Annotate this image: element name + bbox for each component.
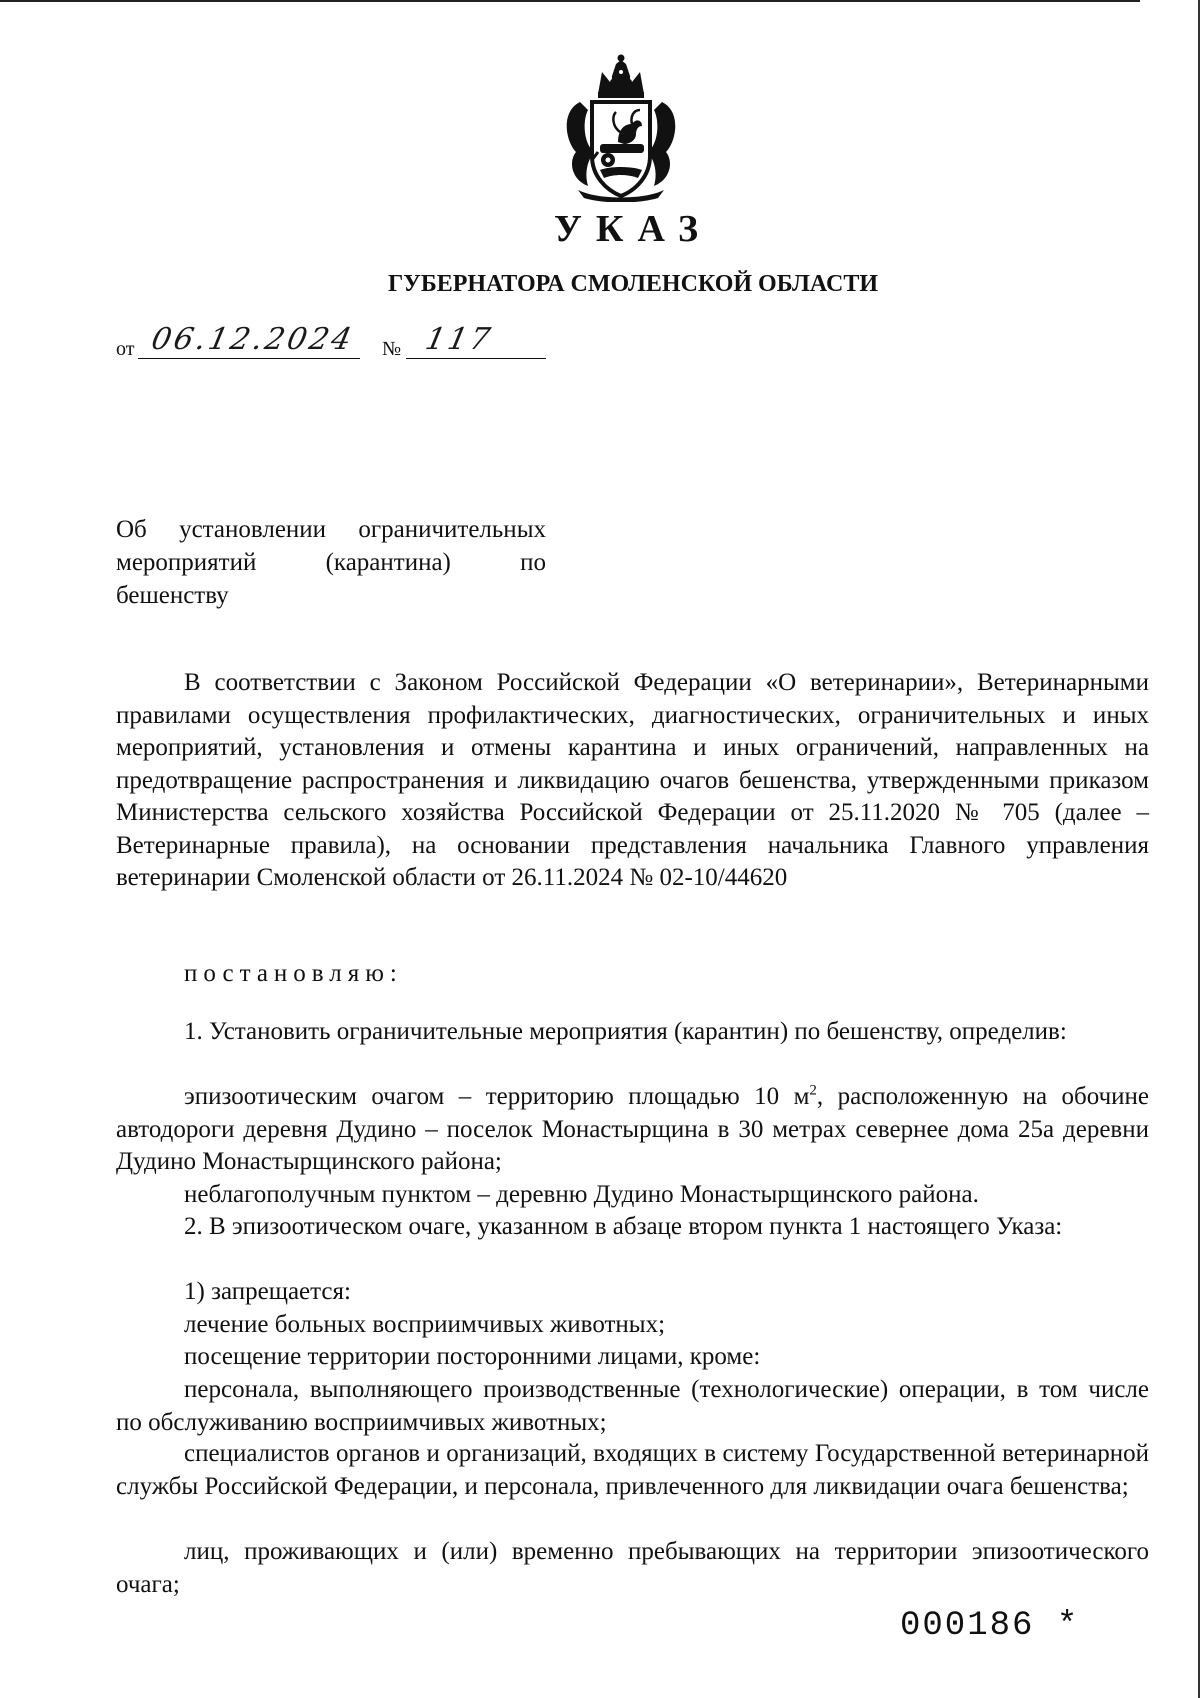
date-prefix: от: [116, 338, 135, 360]
exception-vet-service: специалистов органов и организаций, входящих в систему Государственной ветеринарной службы Российской Федерации, и персонала, привлеченного для ликвидации очага бешенства;: [116, 1440, 1149, 1500]
page-code: 000186 *: [900, 1607, 1080, 1645]
subject-line-3: бешенству: [116, 582, 229, 609]
number-prefix: №: [382, 338, 402, 360]
number-underline: [406, 358, 546, 359]
decree-subject: [116, 513, 546, 612]
subject-line-2: мероприятий (карантина) по: [116, 549, 546, 576]
clause-1: 1. Установить ограничительные мероприятия (карантин) по бешенству, определив:: [184, 1018, 1067, 1045]
clause-2-sub-1: 1) запрещается:: [184, 1278, 351, 1305]
preamble-paragraph: В соответствии с Законом Российской Федерации «О ветеринарии», Ветеринарными правилами осуществления профилактических, диагностических, ограничительных и иных мероприятий, установления и отмены карантина и иных ограничений, направленных на предотвращение распространения и ликвидацию очагов бешенства, утвержденными приказом Министерства сельского хозяйства Российской Федерации от 25.11.2020 № 705 (далее – Ветеринарные правила), на основании представления начальника Главного управления ветеринарии Смоленской области от 26.11.2024 № 02-10/44620: [116, 669, 1149, 891]
clause-1-focus-text-b: , расположенную на обочине автодороги деревня Дудино – поселок Монастырщина в 30 метрах севернее дома 25а деревни Дудино Монастырщинского района;: [116, 1083, 1150, 1175]
decree-title: УКАЗ: [554, 208, 712, 250]
date-number-line: [116, 322, 556, 362]
date-underline: [138, 358, 360, 359]
clause-1-focus: [116, 1081, 1149, 1179]
square-meter-superscript: 2: [809, 1082, 817, 1099]
prohibition-treatment: лечение больных восприимчивых животных;: [184, 1311, 666, 1338]
exception-personnel: персонала, выполняющего производственные (технологические) операции, в том числе по обслуживанию восприимчивых животных;: [116, 1376, 1149, 1436]
issuer-title: ГУБЕРНАТОРА СМОЛЕНСКОЙ ОБЛАСТИ: [387, 271, 879, 297]
clause-2: 2. В эпизоотическом очаге, указанном в абзаце втором пункта 1 настоящего Указа:: [184, 1213, 1063, 1240]
prohibition-visits: посещение территории посторонними лицами, кроме:: [184, 1343, 761, 1370]
exception-residents: лиц, проживающих и (или) временно пребывающих на территории эпизоотического очага;: [116, 1538, 1149, 1598]
scan-edge-top: [0, 0, 1140, 2]
handwritten-date: 06.12.2024: [148, 322, 358, 357]
smolensk-coat-of-arms-icon: [558, 52, 684, 202]
clause-1-unfavorable-point: неблагополучным пунктом – деревню Дудино Монастырщинского района.: [184, 1181, 979, 1208]
subject-line-1: Об установлении ограничительных: [116, 516, 546, 543]
handwritten-number: 117: [422, 322, 496, 357]
resolve-word: постановляю:: [184, 960, 403, 987]
clause-1-focus-text-a: эпизоотическим очагом – территорию площадью 10 м: [184, 1083, 810, 1110]
